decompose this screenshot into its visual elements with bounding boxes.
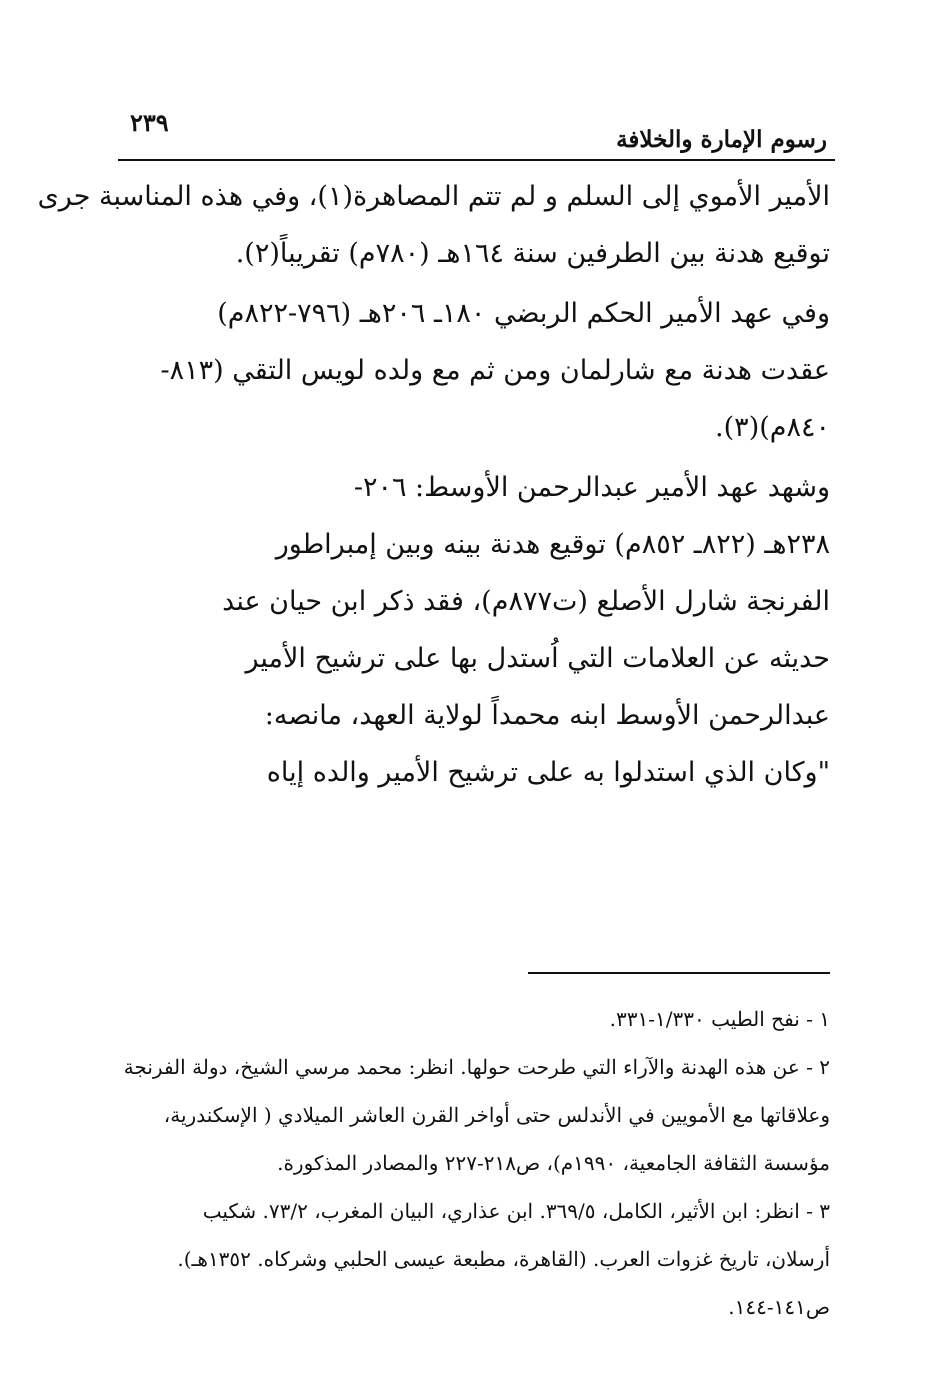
footnote-line: ٢ - عن هذه الهدنة والآراء التي طرحت حولها. انظر: محمد مرسي الشيخ، دولة الفرنجة	[123, 1055, 830, 1079]
footnote-line: أرسلان، تاريخ غزوات العرب. (القاهرة، مطبعة عيسى الحلبي وشركاه. ١٣٥٢هـ).	[177, 1247, 830, 1271]
body-line: ٢٣٨هـ (٨٢٢ـ ٨٥٢م) توقيع هدنة بينه وبين إمبراطور	[275, 529, 830, 560]
footnote-line: ص١٤١-١٤٤.	[728, 1295, 830, 1319]
main-text	[37, 168, 830, 801]
body-line: ٨٤٠م)(٣).	[715, 412, 830, 443]
body-line: وشهد عهد الأمير عبدالرحمن الأوسط: ٢٠٦-	[353, 472, 830, 503]
body-line: عبدالرحمن الأوسط ابنه محمداً لولاية العهد، مانصه:	[264, 700, 830, 731]
footnote-line: مؤسسة الثقافة الجامعية، ١٩٩٠م)، ص٢١٨-٢٢٧ والمصادر المذكورة.	[277, 1151, 830, 1175]
page-number: ٢٣٩	[130, 108, 169, 137]
footnote-line: وعلاقاتها مع الأمويين في الأندلس حتى أواخر القرن العاشر الميلادي ( الإسكندرية،	[163, 1103, 830, 1127]
body-line: حديثه عن العلامات التي اُستدل بها على ترشيح الأمير	[245, 643, 830, 674]
body-line: عقدت هدنة مع شارلمان ومن ثم مع ولده لويس التقي (٨١٣-	[160, 355, 830, 386]
body-line: "وكان الذي استدلوا به على ترشيح الأمير والده إياه	[266, 757, 830, 788]
header-rule	[118, 159, 835, 161]
page-header	[118, 108, 835, 160]
body-line: الفرنجة شارل الأصلع (ت٨٧٧م)، فقد ذكر ابن حيان عند	[222, 586, 830, 617]
footnote-line: ١ - نفح الطيب ١/٣٣٠-٣٣١.	[609, 1007, 830, 1031]
footnote-line: ٣ - انظر: ابن الأثير، الكامل، ٣٦٩/٥. ابن عذاري، البيان المغرب، ٧٣/٢. شكيب	[202, 1199, 830, 1223]
footnotes	[120, 995, 830, 1331]
body-line: توقيع هدنة بين الطرفين سنة ١٦٤هـ (٧٨٠م) تقريباً(٢).	[235, 238, 830, 269]
body-line: الأمير الأموي إلى السلم و لم تتم المصاهرة(١)، وفي هذه المناسبة جرى	[37, 181, 830, 212]
running-title: رسوم الإمارة والخلافة	[616, 126, 827, 153]
footnote-separator	[528, 972, 830, 974]
body-line: وفي عهد الأمير الحكم الربضي ١٨٠ـ ٢٠٦هـ (٧٩٦-٨٢٢م)	[217, 298, 830, 329]
